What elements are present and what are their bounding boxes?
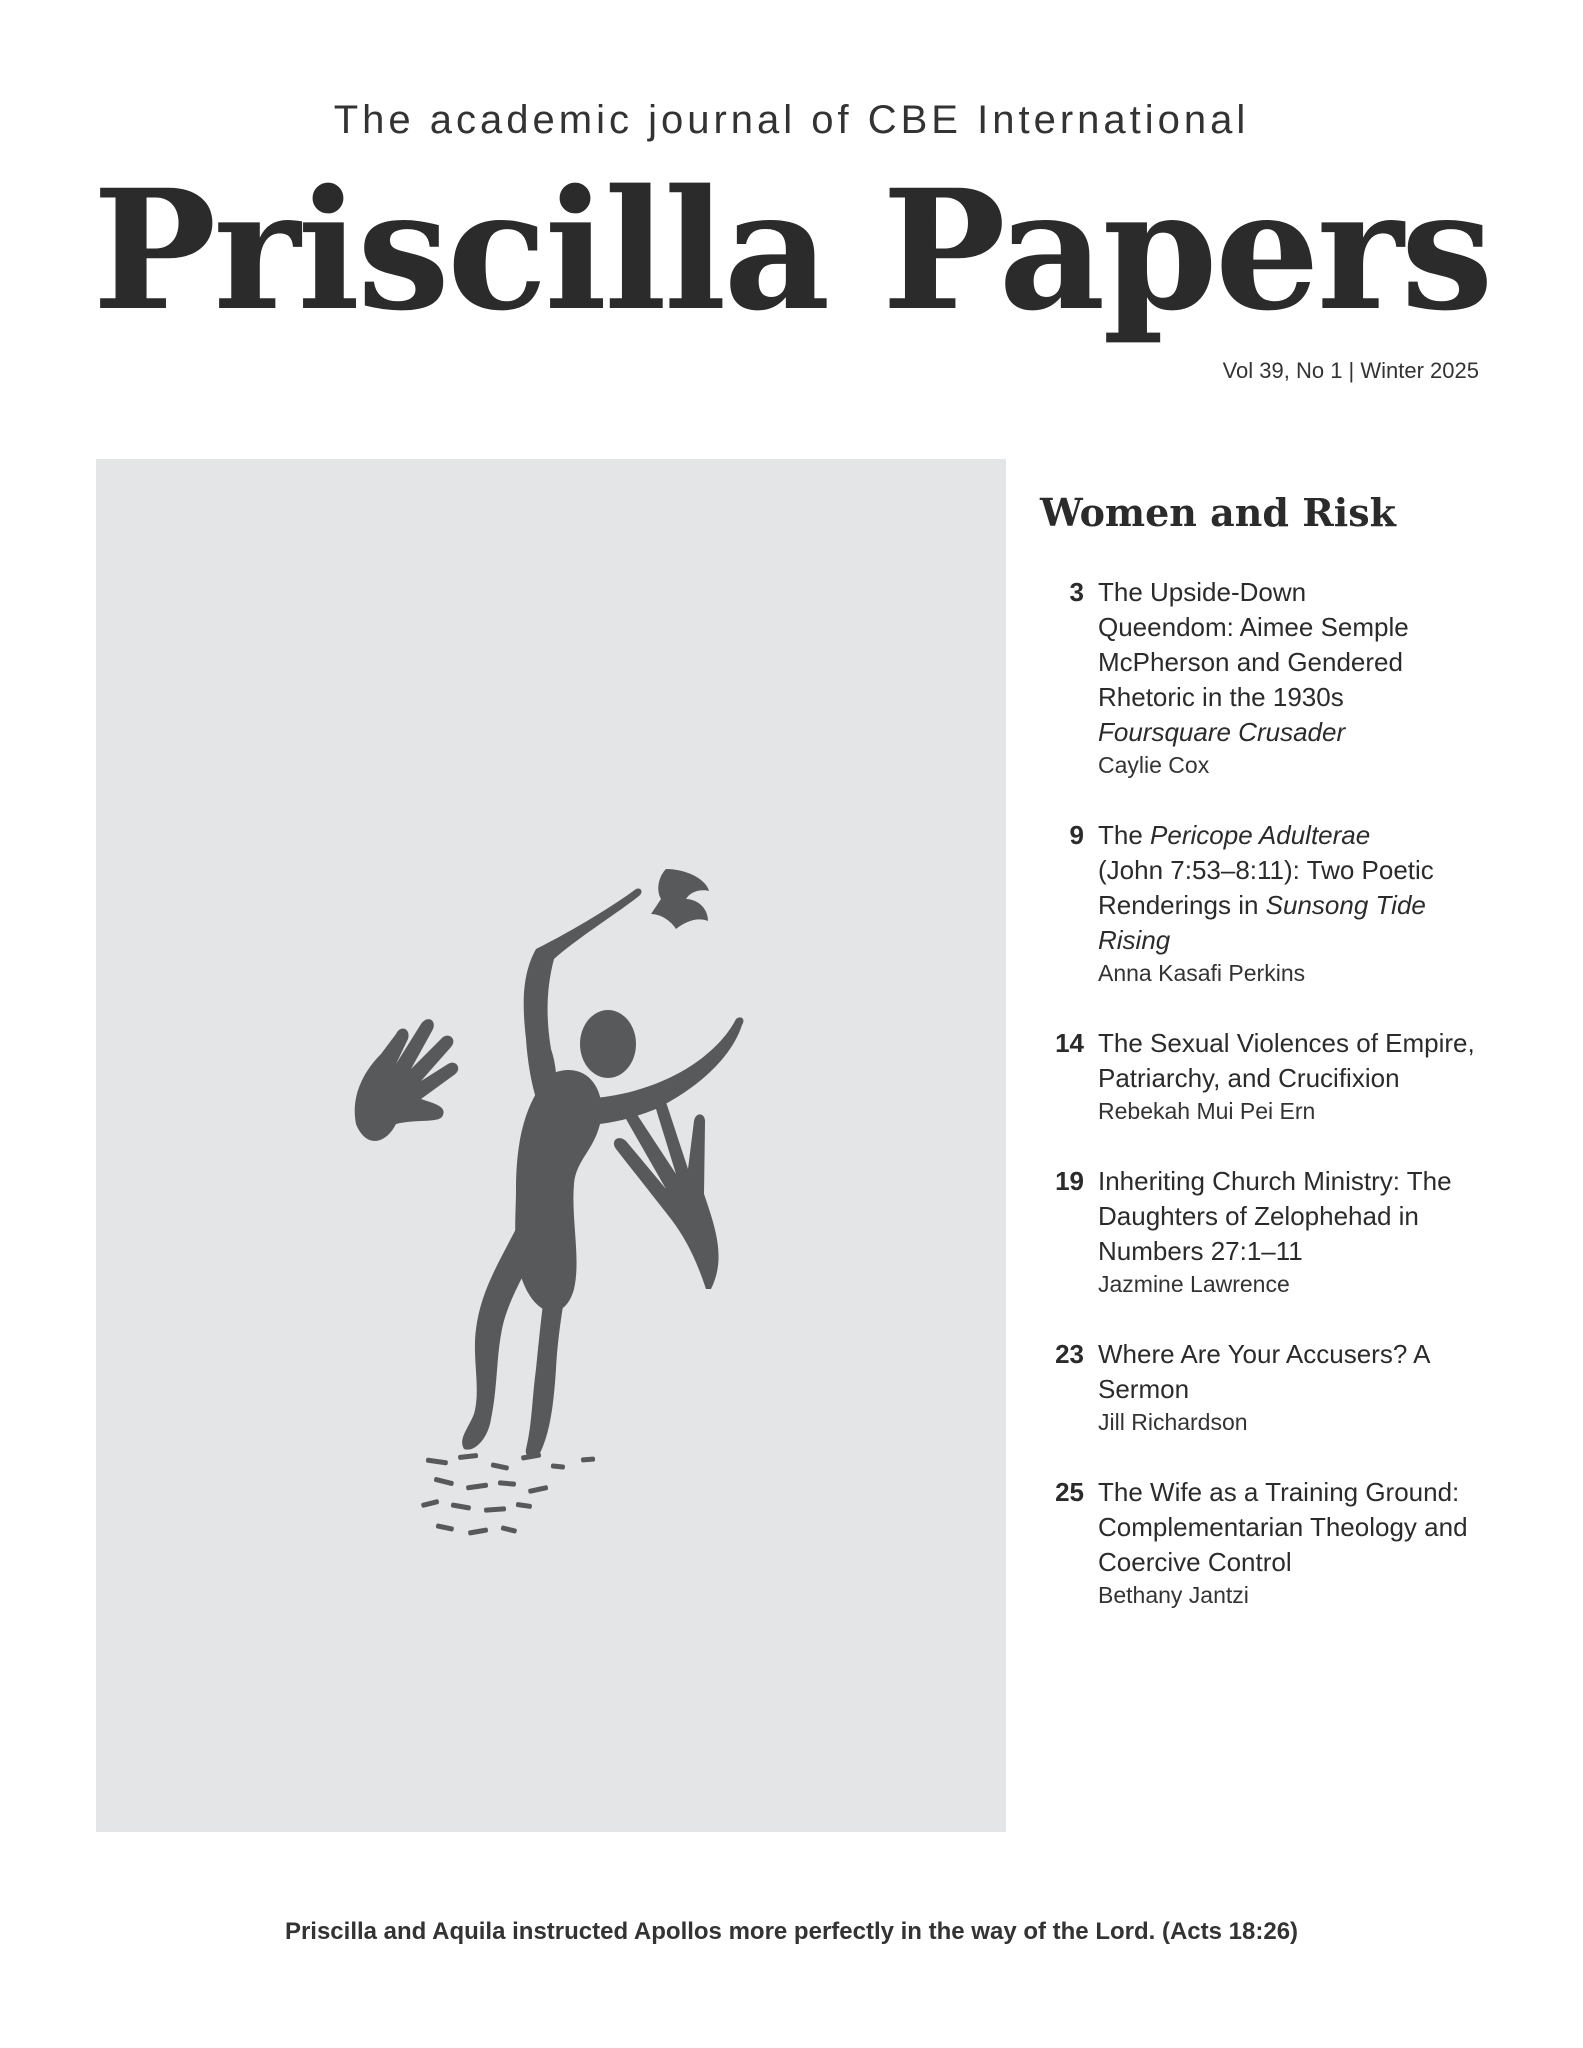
journal-title: Priscilla Papers (92, 153, 1491, 347)
hand-icon (355, 1019, 458, 1141)
toc-author: Rebekah Mui Pei Ern (1098, 1098, 1316, 1124)
toc-page-number: 14 (1055, 1028, 1084, 1058)
toc-author: Anna Kasafi Perkins (1098, 960, 1306, 986)
toc-page-number: 3 (1069, 577, 1084, 607)
dancing-figure-head (580, 1010, 636, 1078)
toc-page-number: 23 (1055, 1339, 1084, 1369)
dancing-figure-leg (462, 1219, 536, 1450)
issue-info: Vol 39, No 1 | Winter 2025 (1222, 358, 1479, 383)
toc-title: Inheriting Church Ministry: The Daughters of Zelophehad in Numbers 27:1–11 (1098, 1166, 1452, 1266)
toc-entry[interactable] (1040, 1475, 1500, 1610)
toc-title: Where Are Your Accusers? A Sermon (1098, 1339, 1429, 1404)
toc-title: The Upside-Down Queendom: Aimee Semple McPherson and Gendered Rhetoric in the 1930s Foursquare Crusader (1098, 577, 1409, 747)
bird-icon (651, 869, 709, 929)
toc-title: The Pericope Adulterae (John 7:53–8:11): Two Poetic Renderings in Sunsong Tide Rising (1098, 820, 1434, 955)
toc-author: Jill Richardson (1098, 1409, 1248, 1435)
journal-tagline: The academic journal of CBE International (333, 98, 1250, 142)
toc-page-number: 25 (1055, 1477, 1084, 1507)
toc-entry[interactable] (1040, 575, 1500, 780)
hand-icon (614, 1099, 719, 1289)
toc-author: Bethany Jantzi (1098, 1582, 1249, 1608)
scattered-dashes (421, 1452, 595, 1535)
toc-title: The Sexual Violences of Empire, Patriarchy, and Crucifixion (1098, 1028, 1475, 1093)
toc-author: Caylie Cox (1098, 752, 1210, 778)
toc-entry[interactable] (1040, 818, 1500, 988)
cover-art-panel (96, 459, 1006, 1832)
toc-title: The Wife as a Training Ground: Complementarian Theology and Coercive Control (1098, 1477, 1468, 1577)
toc-page-number: 9 (1069, 820, 1084, 850)
toc-entry[interactable] (1040, 1026, 1500, 1126)
footer-verse: Priscilla and Aquila instructed Apollos more perfectly in the way of the Lord. (Acts 18:26) (284, 1918, 1299, 1945)
cover-illustration (96, 459, 1006, 1832)
table-of-contents (1040, 490, 1500, 1648)
issue-theme-heading: Women and Risk (1040, 490, 1396, 535)
toc-author: Jazmine Lawrence (1098, 1271, 1290, 1297)
toc-entry[interactable] (1040, 1164, 1500, 1299)
toc-page-number: 19 (1055, 1166, 1084, 1196)
toc-entry[interactable] (1040, 1337, 1500, 1437)
